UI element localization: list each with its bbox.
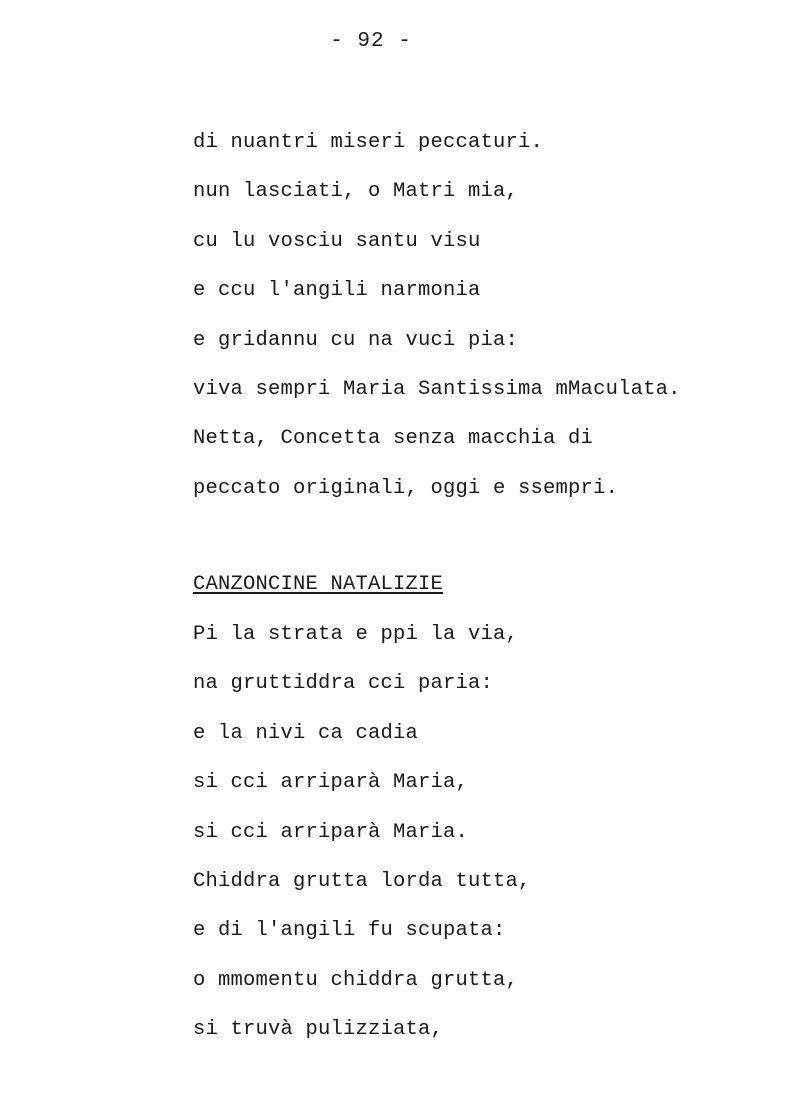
verse-line: e ccu l'angili narmonia [193, 279, 481, 303]
verse-two [193, 610, 531, 1055]
verse-line: si truvà pulizziata, [193, 1018, 444, 1042]
section-heading: CANZONCINE NATALIZIE [193, 573, 444, 596]
verse-line: e di l'angili fu scupata: [193, 919, 506, 943]
verse-line: viva sempri Maria Santissima mMaculata. [193, 378, 681, 402]
verse-line: o mmomentu chiddra grutta, [193, 968, 519, 992]
page-number: - 92 - [330, 30, 412, 53]
verse-line: e gridannu cu na vuci pia: [193, 328, 519, 352]
verse-line: cu lu vosciu santu visu [193, 229, 481, 253]
verse-one [193, 118, 681, 513]
verse-line: Chiddra grutta lorda tutta, [193, 870, 531, 894]
verse-line: na gruttiddra cci paria: [193, 672, 494, 696]
verse-line: Pi la strata e ppi la via, [193, 623, 519, 646]
verse-line: e la nivi ca cadia [193, 721, 419, 745]
verse-line: si cci arriparà Maria, [193, 771, 469, 795]
verse-line: Netta, Concetta senza macchia di [193, 427, 594, 451]
verse-line: di nuantri miseri peccaturi. [193, 131, 544, 154]
verse-line: nun lasciati, o Matri mia, [193, 180, 519, 204]
verse-line: si cci arriparà Maria. [193, 820, 469, 844]
verse-line: peccato originali, oggi e ssempri. [193, 476, 619, 500]
